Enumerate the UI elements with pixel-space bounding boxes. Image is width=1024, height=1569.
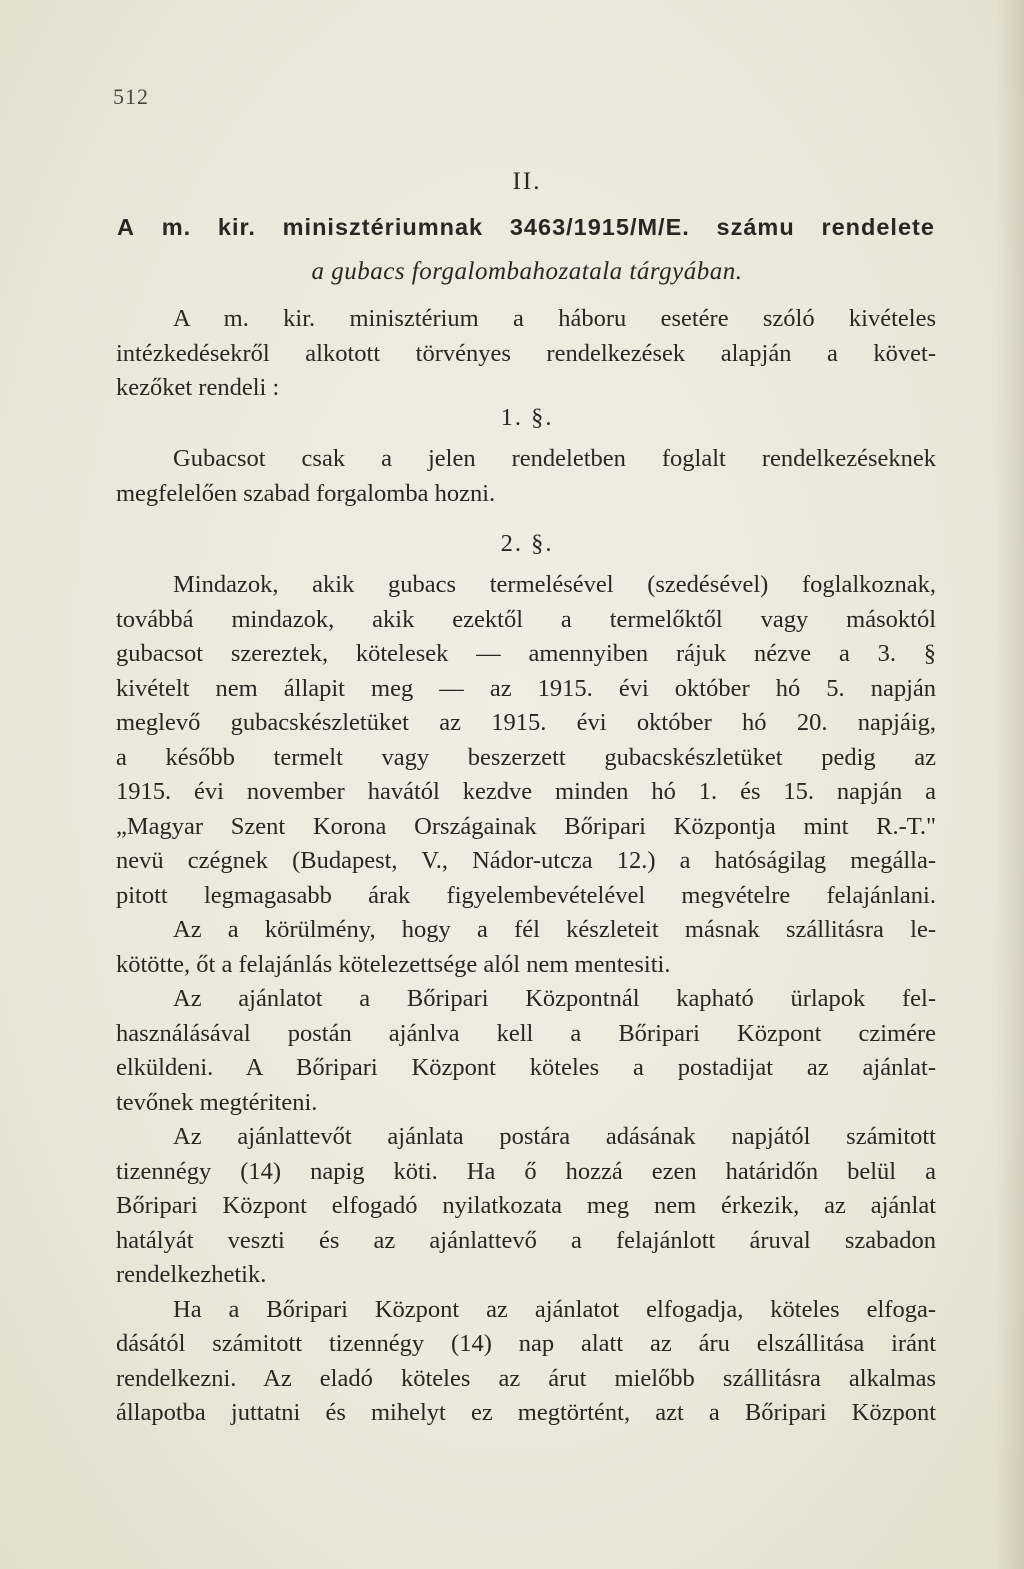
text-line: tevőnek megtériteni. (116, 1088, 318, 1116)
decree-subtitle: a gubacs forgalombahozatala tárgyában. (311, 258, 743, 285)
title-word: m. (161, 214, 192, 240)
text-line: Az a körülmény, hogy a fél készleteit másnak szállitásra le- (173, 916, 936, 943)
text-line: Bőripari Központ elfogadó nyilatkozata meg nem érkezik, az ajánlat (116, 1192, 936, 1219)
text-line: dásától számitott tizennégy (14) nap alatt az áru elszállitása iránt (116, 1330, 936, 1357)
title-word: 3463/1915/M/E. (509, 214, 690, 240)
decree-title (117, 214, 935, 241)
text-line: Gubacsot csak a jelen rendeletben foglalt rendelkezéseknek (173, 445, 936, 472)
title-word: számu (716, 214, 795, 240)
text-line: Az ajánlattevőt ajánlata postára adásának napjától számitott (173, 1123, 936, 1150)
section-1-body (116, 442, 936, 511)
text-line: nevü czégnek (Budapest, V., Nádor-utcza 12.) a hatóságilag megálla- (116, 847, 936, 874)
text-line: kötötte, őt a felajánlás kötelezettsége alól nem mentesiti. (116, 950, 671, 978)
section-heading-2: 2. §. (500, 530, 554, 557)
text-line: Mindazok, akik gubacs termelésével (szedésével) foglalkoznak, (173, 571, 936, 598)
text-line: „Magyar Szent Korona Országainak Bőripari Központja mint R.-T." (116, 812, 936, 840)
text-line: kivételt nem állapit meg — az 1915. évi október hó 5. napján (116, 674, 936, 702)
section-2-body (116, 568, 936, 1431)
title-word: rendelete (821, 214, 935, 240)
title-word: kir. (217, 214, 256, 240)
section-heading-1: 1. §. (500, 404, 554, 431)
text-line: hatályát veszti és az ajánlattevő a felajánlott áruval szabadon (116, 1226, 936, 1254)
section-numeral: II. (512, 168, 542, 195)
text-line: Az ajánlatot a Bőripari Központnál kapható ürlapok fel- (173, 985, 936, 1012)
text-line: továbbá mindazok, akik ezektől a termelőktől vagy másoktól (116, 605, 936, 633)
text-line: használásával postán ajánlva kell a Bőripari Központ czimére (116, 1019, 936, 1047)
text-line: kezőket rendeli : (116, 374, 280, 401)
text-line: A m. kir. minisztérium a háboru esetére szóló kivételes (173, 305, 936, 332)
text-line: a később termelt vagy beszerzett gubacskészletüket pedig az (116, 743, 936, 771)
text-line: rendelkezni. Az eladó köteles az árut mielőbb szállitásra alkalmas (116, 1364, 936, 1392)
text-line: 1915. évi november havától kezdve minden hó 1. és 15. napján a (116, 778, 936, 805)
title-word: A (117, 214, 135, 240)
text-line: tizennégy (14) napig köti. Ha ő hozzá ezen határidőn belül a (116, 1157, 936, 1185)
page-number: 512 (113, 84, 149, 109)
text-line: állapotba juttatni és mihelyt ez megtörtént, azt a Bőripari Központ (116, 1399, 936, 1426)
text-line: gubacsot szereztek, kötelesek — amennyiben rájuk nézve a 3. § (116, 640, 936, 667)
text-line: elküldeni. A Bőripari Központ köteles a postadijat az ajánlat- (116, 1054, 936, 1081)
title-word: minisztériumnak (282, 214, 484, 240)
page-edge-shadow (996, 0, 1024, 1569)
text-line: megfelelően szabad forgalomba hozni. (116, 479, 496, 507)
text-line: Ha a Bőripari Központ az ajánlatot elfogadja, köteles elfoga- (173, 1295, 936, 1323)
intro-paragraph (116, 302, 936, 406)
text-line: meglevő gubacskészletüket az 1915. évi október hó 20. napjáig, (116, 709, 936, 736)
text-line: rendelkezhetik. (116, 1261, 267, 1288)
text-line: intézkedésekről alkotott törvényes rendelkezések alapján a követ- (116, 339, 936, 367)
text-line: pitott legmagasabb árak figyelembevételével megvételre felajánlani. (116, 881, 936, 909)
